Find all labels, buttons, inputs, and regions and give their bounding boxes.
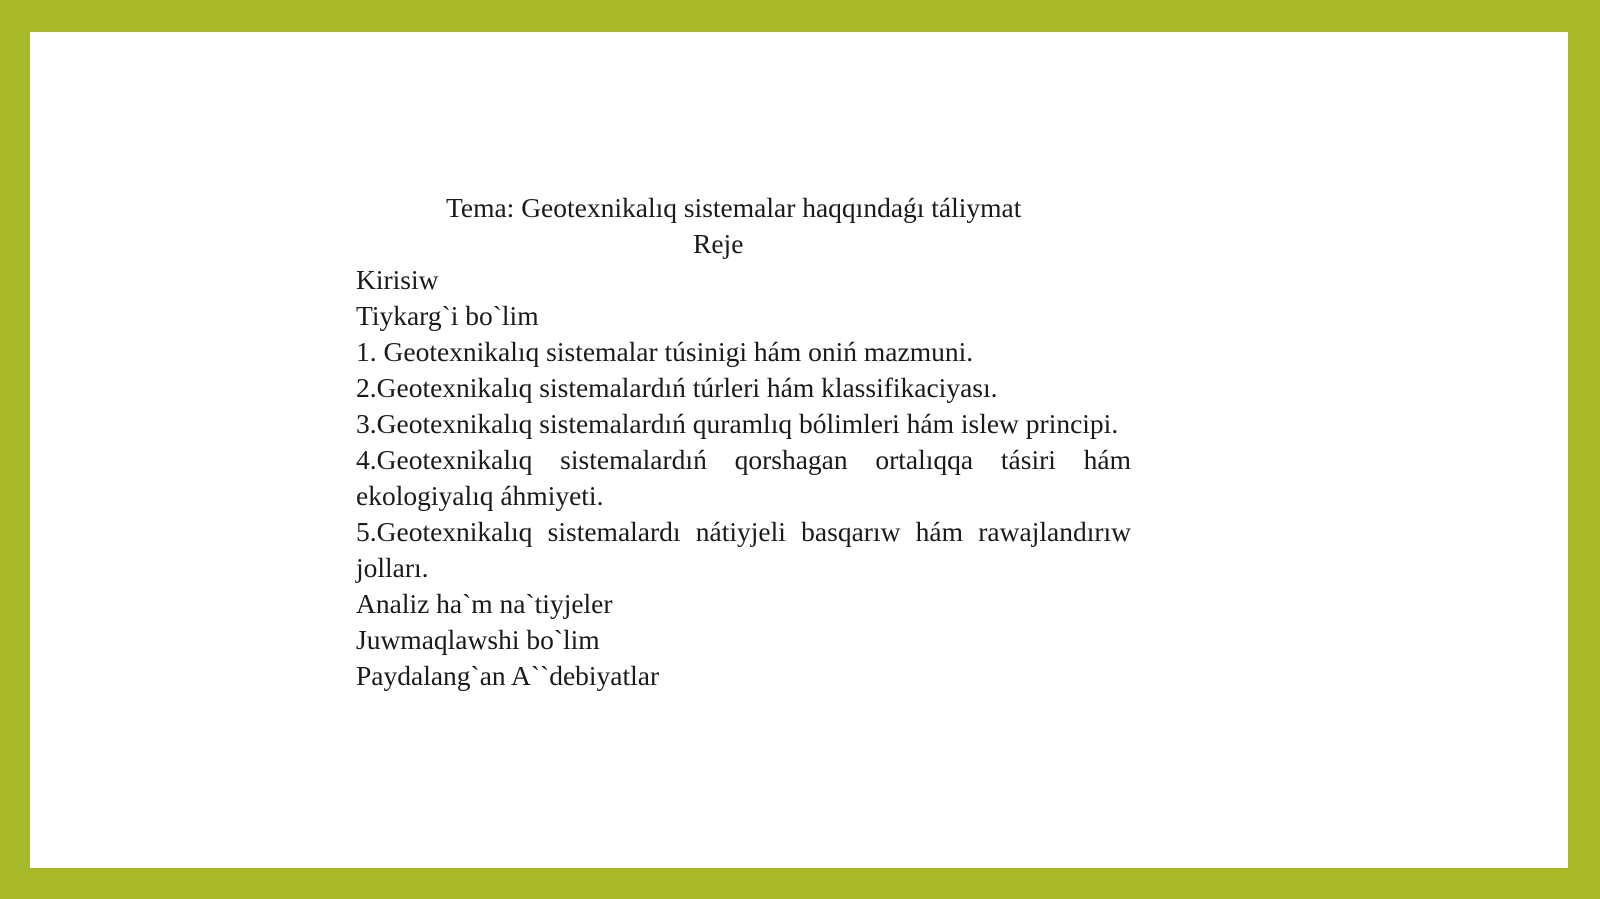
plan-heading: Reje: [693, 228, 744, 259]
list-item-conclusion: Juwmaqlawshi bo`lim: [356, 624, 600, 655]
slide-title: Tema: Geotexnikalıq sistemalar haqqındaǵı táliymat: [446, 192, 1022, 223]
list-item-references: Paydalang`an A``debiyatlar: [356, 660, 660, 691]
list-item-intro: Kirisiw: [356, 264, 439, 295]
slide-canvas: [30, 32, 1568, 868]
list-item-2: 2.Geotexnikalıq sistemalardıń túrleri hám klassifikaciyası.: [356, 372, 998, 403]
list-item-4: 4.Geotexnikalıq sistemalardıń qorshagan ortalıqqa tásiri hám ekologiyalıq áhmiyeti.: [356, 444, 1131, 511]
list-item-1: 1. Geotexnikalıq sistemalar túsinigi hám oniń mazmuni.: [356, 336, 974, 367]
list-item-5: 5.Geotexnikalıq sistemalardı nátiyjeli basqarıw hám rawajlandırıw jolları.: [356, 516, 1131, 583]
list-item-main-section: Tiykarg`i bo`lim: [356, 300, 539, 331]
list-item-analysis: Analiz ha`m na`tiyjeler: [356, 588, 613, 619]
slide-text-body: [356, 190, 1131, 694]
list-item-3: 3.Geotexnikalıq sistemalardıń quramlıq bólimleri hám islew principi.: [356, 408, 1119, 439]
